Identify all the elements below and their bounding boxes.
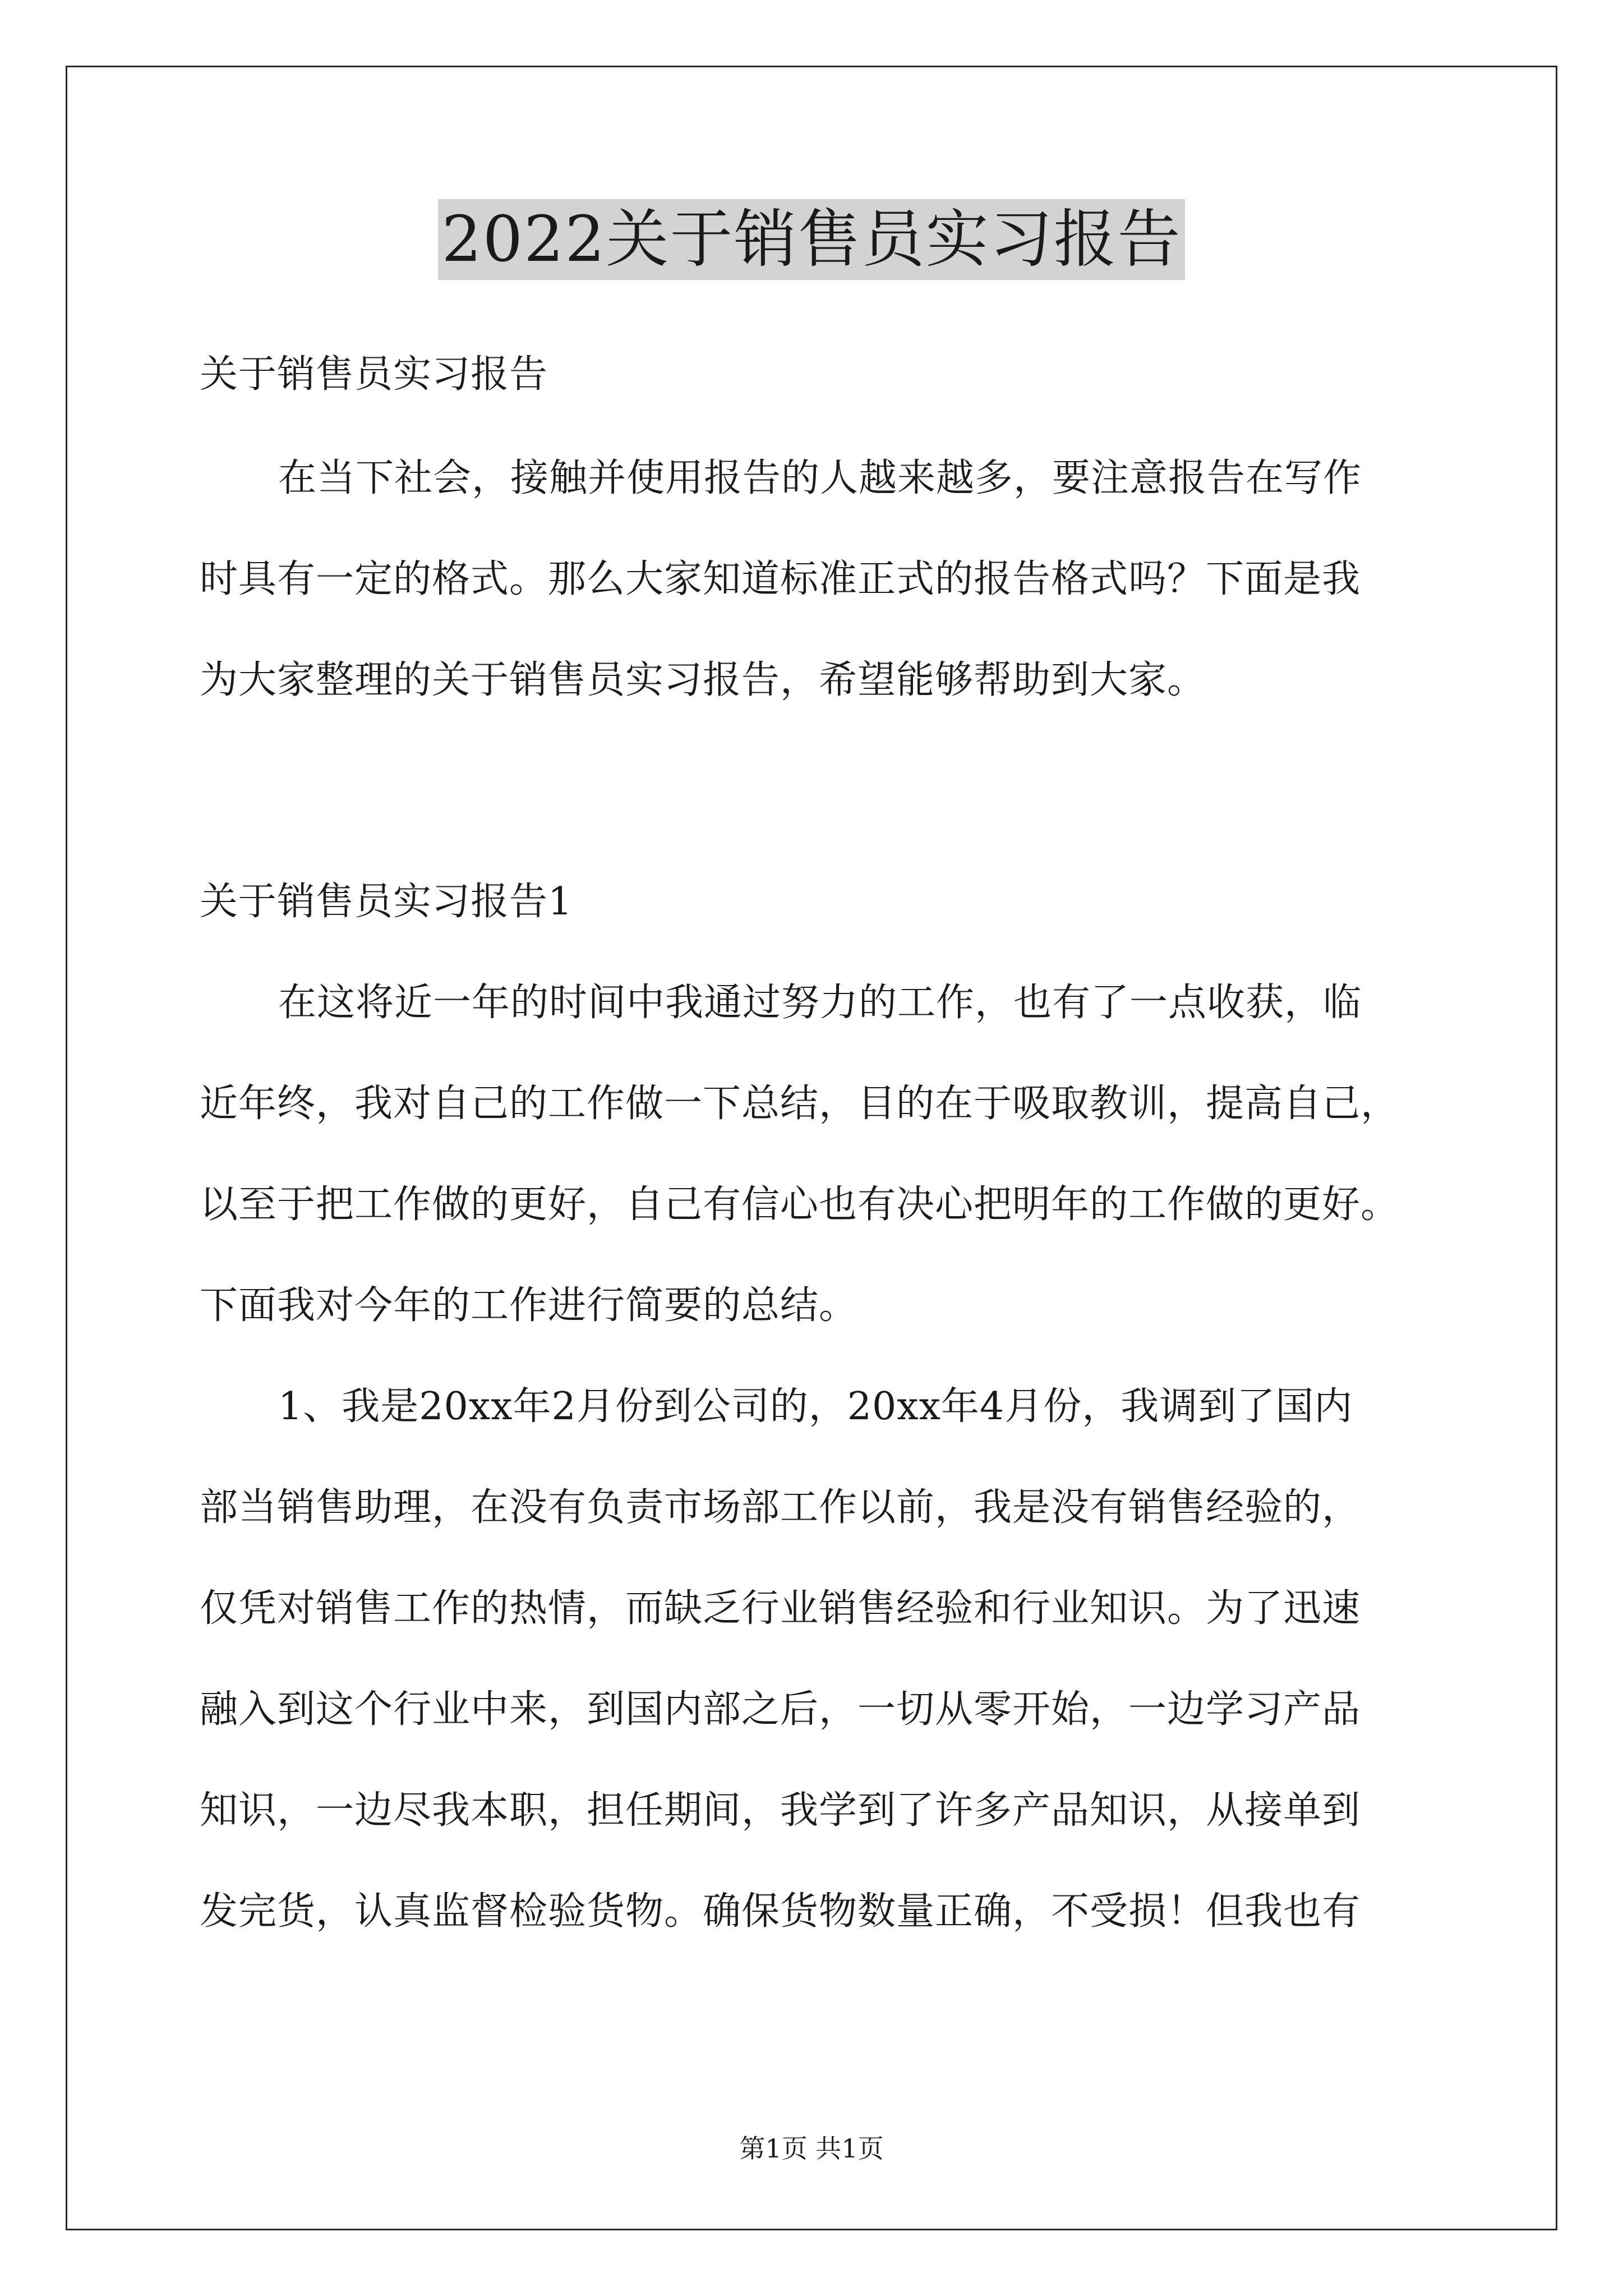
document-title [0, 199, 1623, 280]
page-number: 第1页 共1页 [739, 2133, 884, 2164]
paragraph-line: 近年终，我对自己的工作做一下总结，目的在于吸取教训，提高自己， [200, 1082, 1400, 1126]
paragraph-line: 知识，一边尽我本职，担任期间，我学到了许多产品知识，从接单到 [200, 1788, 1361, 1833]
document-title-text: 2022关于销售员实习报告 [438, 199, 1184, 280]
paragraph-line: 部当销售助理，在没有负责市场部工作以前，我是没有销售经验的， [200, 1485, 1361, 1530]
document-subtitle: 关于销售员实习报告 [200, 352, 548, 397]
section-heading: 关于销售员实习报告1 [200, 880, 573, 924]
intro-line: 在当下社会，接触并使用报告的人越来越多，要注意报告在写作 [278, 456, 1362, 500]
paragraph-line: 以至于把工作做的更好，自己有信心也有决心把明年的工作做的更好。 [200, 1182, 1400, 1227]
paragraph-line: 下面我对今年的工作进行简要的总结。 [200, 1283, 858, 1328]
paragraph-line: 在这将近一年的时间中我通过努力的工作，也有了一点收获，临 [278, 981, 1362, 1025]
intro-line: 时具有一定的格式。那么大家知道标准正式的报告格式吗？下面是我 [200, 557, 1361, 601]
paragraph-line: 1、我是20xx年2月份到公司的，20xx年4月份，我调到了国内 [278, 1384, 1353, 1429]
paragraph-line: 发完货，认真监督检验货物。确保货物数量正确，不受损！但我也有 [200, 1889, 1361, 1934]
page-footer [0, 2132, 1623, 2165]
paragraph-line: 仅凭对销售工作的热情，而缺乏行业销售经验和行业知识。为了迅速 [200, 1586, 1361, 1631]
intro-line: 为大家整理的关于销售员实习报告，希望能够帮助到大家。 [200, 658, 1206, 702]
paragraph-line: 融入到这个行业中来，到国内部之后，一切从零开始，一边学习产品 [200, 1687, 1361, 1732]
